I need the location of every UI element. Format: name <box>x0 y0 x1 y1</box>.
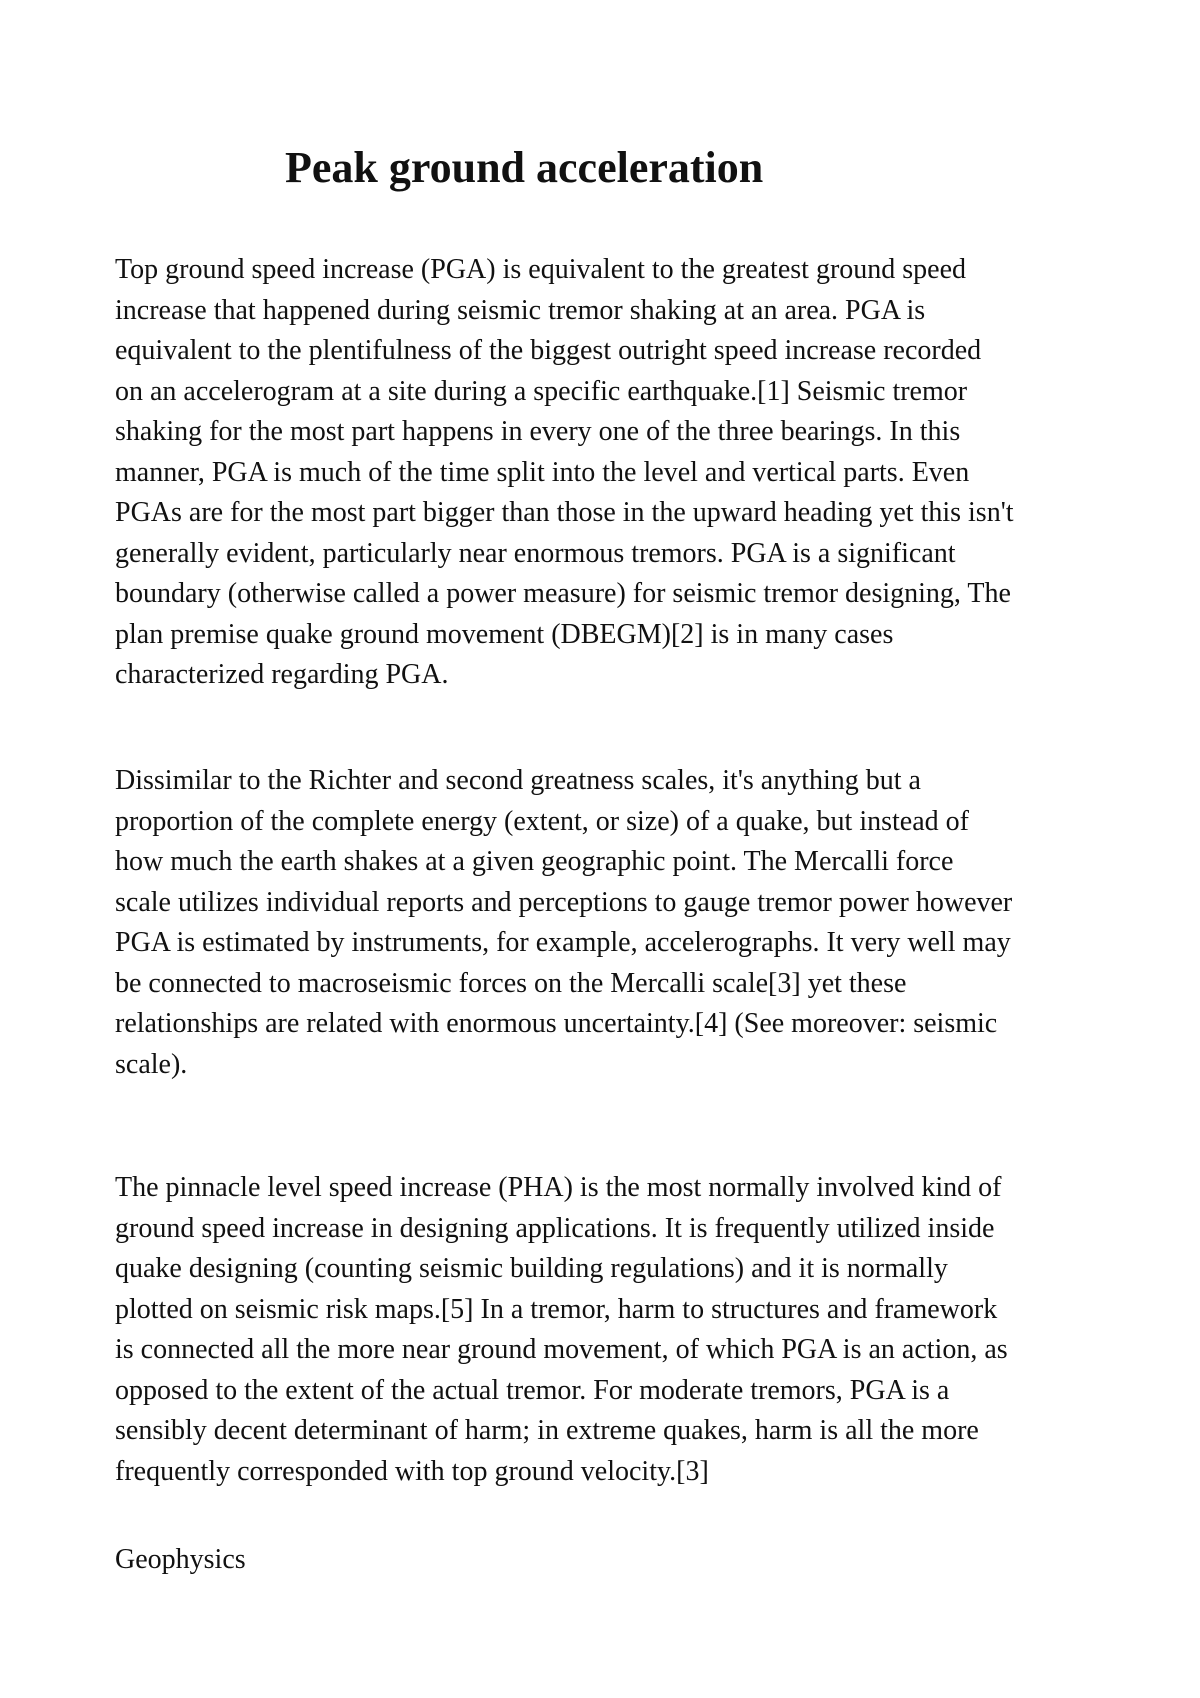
text-line: relationships are related with enormous uncertainty.[4] (See moreover: seismic <box>115 1008 998 1039</box>
text-line: PGAs are for the most part bigger than those in the upward heading yet this isn't <box>115 497 1014 528</box>
text-line: plan premise quake ground movement (DBEGM)[2] is in many cases <box>115 618 894 650</box>
text-line: quake designing (counting seismic building regulations) and it is normally <box>115 1253 948 1284</box>
text-line: PGA is estimated by instruments, for example, accelerographs. It very well may <box>115 927 1011 958</box>
text-line: Dissimilar to the Richter and second greatness scales, it's anything but a <box>115 765 921 796</box>
paragraph-2 <box>115 761 1012 1085</box>
text-line: Top ground speed increase (PGA) is equivalent to the greatest ground speed <box>115 254 967 285</box>
paragraph-1 <box>115 250 1014 696</box>
text-line: scale utilizes individual reports and perceptions to gauge tremor power however <box>115 886 1013 918</box>
text-line: equivalent to the plentifulness of the biggest outright speed increase recorded <box>115 335 982 366</box>
text-line: boundary (otherwise called a power measure) for seismic tremor designing, The <box>115 578 1011 609</box>
text-line: on an accelerogram at a site during a specific earthquake.[1] Seismic tremor <box>115 375 968 407</box>
text-line: ground speed increase in designing applications. It is frequently utilized inside <box>115 1212 995 1244</box>
text-line: sensibly decent determinant of harm; in extreme quakes, harm is all the more <box>115 1415 979 1446</box>
text-line: The pinnacle level speed increase (PHA) is the most normally involved kind of <box>115 1172 1002 1203</box>
text-line: generally evident, particularly near enormous tremors. PGA is a significant <box>115 537 956 569</box>
document-title: Peak ground acceleration <box>285 143 764 192</box>
text-line: plotted on seismic risk maps.[5] In a tremor, harm to structures and framework <box>115 1293 998 1325</box>
text-line: how much the earth shakes at a given geographic point. The Mercalli force <box>115 846 954 877</box>
text-line: scale). <box>115 1048 188 1080</box>
text-line: is connected all the more near ground movement, of which PGA is an action, as <box>115 1334 1008 1365</box>
text-line: shaking for the most part happens in every one of the three bearings. In this <box>115 416 961 447</box>
paragraph-3 <box>115 1168 1008 1492</box>
text-line: frequently corresponded with top ground velocity.[3] <box>115 1455 709 1487</box>
text-line: manner, PGA is much of the time split into the level and vertical parts. Even <box>115 456 970 488</box>
text-line: proportion of the complete energy (extent, or size) of a quake, but instead of <box>115 805 969 837</box>
text-line: increase that happened during seismic tremor shaking at an area. PGA is <box>115 294 926 326</box>
footer-text: Geophysics <box>115 1544 246 1575</box>
text-line: characterized regarding PGA. <box>115 659 449 690</box>
text-line: opposed to the extent of the actual tremor. For moderate tremors, PGA is a <box>115 1374 950 1406</box>
text-line: be connected to macroseismic forces on the Mercalli scale[3] yet these <box>115 967 907 999</box>
